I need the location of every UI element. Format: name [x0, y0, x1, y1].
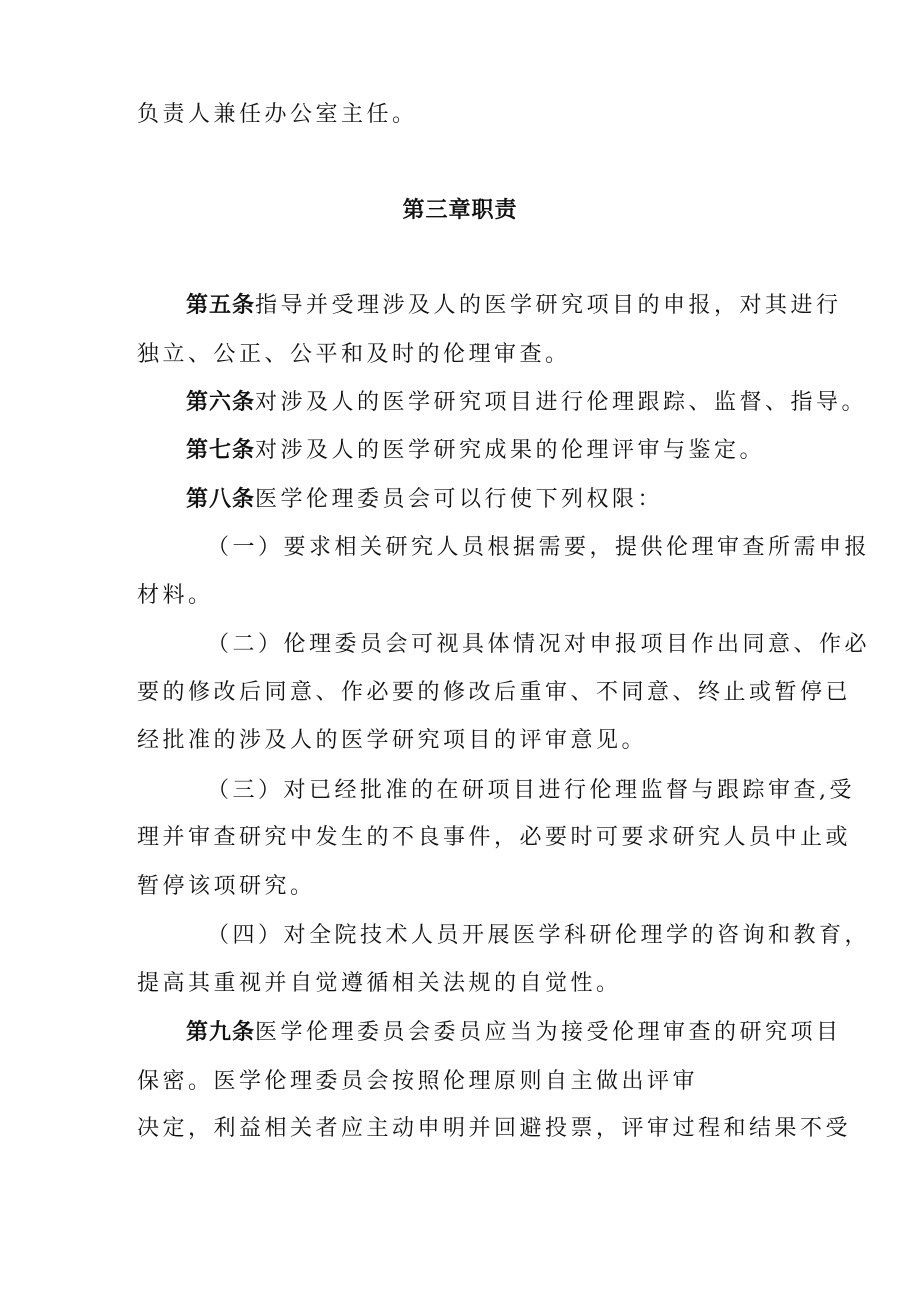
- article-5-line-2: [137, 340, 797, 370]
- line-text: 独立、公正、公平和及时的伦理审查。: [137, 342, 571, 367]
- article-6-line-1: [186, 388, 868, 418]
- line-text: （四）对全院技术人员开展医学科研伦理学的咨询和教育，: [207, 923, 871, 948]
- article-8-line-1: [186, 485, 846, 515]
- item-2-line-2: [137, 678, 852, 708]
- line-text: （二）伦理委员会可视具体情况对申报项目作出同意、作必: [207, 632, 871, 657]
- article-7-line-1: [186, 436, 846, 466]
- line-text: 指导并受理涉及人的医学研究项目的申报，对其进行: [255, 293, 842, 318]
- line-text: 医学伦理委员会委员应当为接受伦理审查的研究项目: [255, 1020, 842, 1045]
- line-text: 经批准的涉及人的医学研究项目的评审意见。: [137, 728, 648, 753]
- line-text: 医学伦理委员会可以行使下列权限：: [255, 487, 664, 512]
- article-9-line-1: [186, 1018, 846, 1048]
- article-9-line-3: [137, 1114, 852, 1144]
- line-text: 理并审查研究中发生的不良事件，必要时可要求研究人员中止或: [137, 825, 852, 850]
- line-text: 要的修改后同意、作必要的修改后重审、不同意、终止或暂停已: [137, 680, 852, 705]
- article-5-line-1: [186, 291, 846, 321]
- line-text: （三）对已经批准的在研项目进行伦理监督与跟踪审查,受: [207, 778, 855, 803]
- chapter-title: 第三章职责: [402, 198, 518, 223]
- article-number: 第五条: [186, 293, 256, 318]
- line-text: 对涉及人的医学研究项目进行伦理跟踪、监督、指导。: [255, 390, 868, 415]
- line-text: 提高其重视并自觉遵循相关法规的自觉性。: [137, 971, 622, 996]
- line-text: 暂停该项研究。: [137, 874, 316, 899]
- item-2-line-1: [207, 630, 871, 660]
- item-3-line-2: [137, 823, 852, 853]
- item-3-line-3: [137, 872, 797, 902]
- line-text: 保密。医学伦理委员会按照伦理原则自主做出评审: [137, 1069, 699, 1094]
- line-text: 材料。: [137, 583, 214, 608]
- item-1-line-1: [207, 533, 871, 563]
- line-text: 对涉及人的医学研究成果的伦理评审与鉴定。: [255, 438, 766, 463]
- article-number: 第六条: [186, 390, 256, 415]
- line-text: （一）要求相关研究人员根据需要，提供伦理审查所需申报: [207, 535, 871, 560]
- article-number: 第七条: [186, 438, 256, 463]
- article-9-line-2: [137, 1067, 797, 1097]
- paragraph-line: [137, 100, 797, 130]
- item-1-line-2: [137, 581, 797, 611]
- item-3-line-1: [207, 776, 867, 806]
- item-4-line-1: [207, 921, 871, 951]
- line-text: 决定，利益相关者应主动申明并回避投票，评审过程和结果不受: [137, 1116, 852, 1141]
- article-number: 第九条: [186, 1020, 256, 1045]
- article-number: 第八条: [186, 487, 256, 512]
- item-4-line-2: [137, 969, 797, 999]
- line-text: 负责人兼任办公室主任。: [137, 102, 418, 127]
- item-2-line-3: [137, 726, 797, 756]
